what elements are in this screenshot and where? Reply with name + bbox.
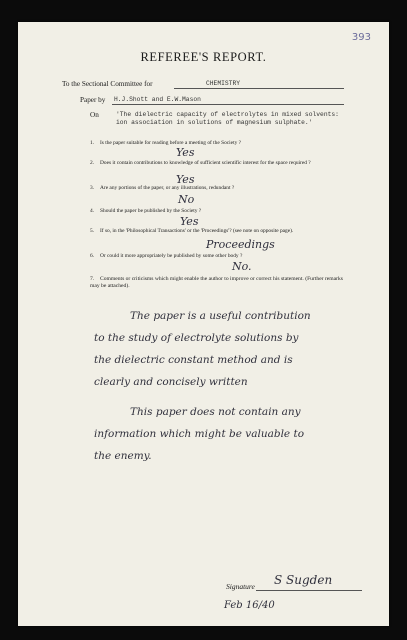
- paper-by-label: Paper by: [80, 96, 106, 104]
- answer-2: Yes: [176, 173, 195, 186]
- question-5: 5. If so, in the 'Philosophical Transactions' or the 'Proceedings'? (see note on opposite page).: [90, 228, 294, 234]
- paper-by-value: H.J.Shott and E.W.Mason: [114, 96, 201, 103]
- to-committee-value: CHEMISTRY: [206, 80, 241, 87]
- paper-by-line: [112, 104, 344, 105]
- to-committee-label: To the Sectional Committee for: [62, 80, 153, 88]
- question-7: 7. Comments or criticisms which might enable the author to improve or correct his statement. (Further remarks may be attached).: [90, 276, 343, 289]
- to-committee-line: [174, 88, 344, 89]
- comment-line-4: clearly and concisely written: [94, 376, 248, 388]
- answer-3: No: [178, 193, 195, 206]
- question-2: 2. Does it contain contributions to knowledge of sufficient scientific interest for the space required ?: [90, 160, 311, 166]
- on-value-line-1: 'The dielectric capacity of electrolytes in mixed solvents:: [116, 111, 339, 118]
- comment-line-3: the dielectric constant method and is: [94, 354, 293, 366]
- question-1: 1. Is the paper suitable for reading before a meeting of the Society ?: [90, 140, 241, 146]
- page-number: 393: [351, 32, 371, 43]
- question-3: 3. Are any portions of the paper, or any illustrations, redundant ?: [90, 185, 235, 191]
- on-value-line-2: ion association in solutions of magnesium sulphate.': [116, 119, 313, 126]
- comment-line-1: The paper is a useful contribution: [130, 310, 311, 322]
- comment-line-6: information which might be valuable to: [94, 428, 305, 440]
- report-title: REFEREE'S REPORT.: [140, 50, 267, 64]
- answer-6: No.: [232, 260, 252, 273]
- answer-4: Yes: [180, 215, 199, 228]
- comment-line-2: to the study of electrolyte solutions by: [94, 332, 299, 344]
- signature-date: Feb 16/40: [224, 600, 275, 611]
- question-6: 6. Or could it more appropriately be published by some other body ?: [90, 253, 243, 259]
- signature: S Sugden: [274, 573, 333, 587]
- on-label: On: [90, 111, 99, 119]
- signature-line: [256, 590, 362, 591]
- report-sheet: [18, 22, 389, 626]
- answer-5: Proceedings: [206, 238, 275, 251]
- answer-1: Yes: [176, 146, 195, 159]
- comment-line-5: This paper does not contain any: [130, 406, 301, 418]
- question-4: 4. Should the paper be published by the Society ?: [90, 208, 202, 214]
- signature-label: Signature: [226, 582, 255, 591]
- comment-line-7: the enemy.: [94, 450, 152, 462]
